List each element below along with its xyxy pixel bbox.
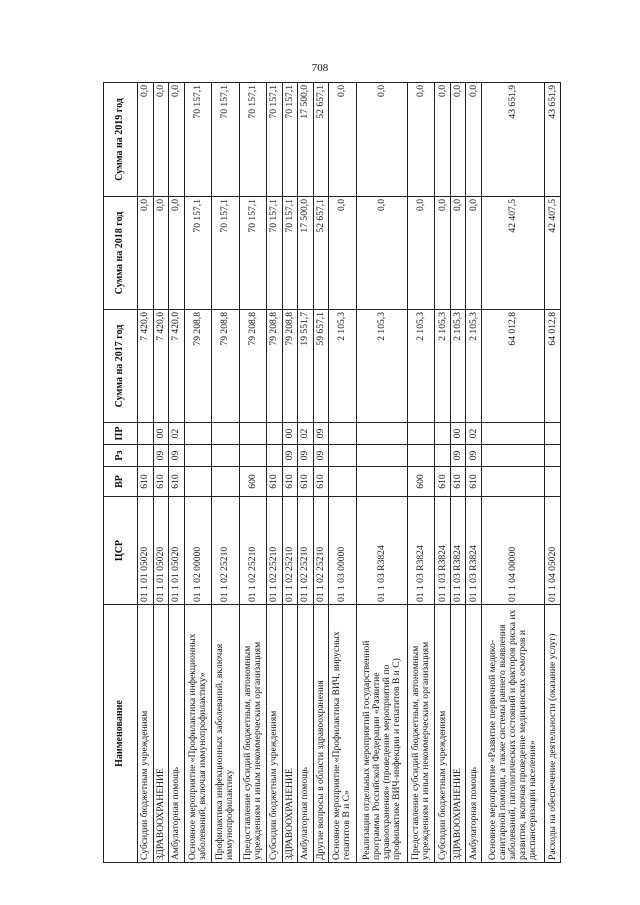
cell-y2019: 52 657,1 [313, 83, 329, 197]
cell-csr: 01 1 03 R3824 [450, 497, 466, 605]
cell-csr: 01 1 01 05020 [169, 497, 185, 605]
cell-vr: 610 [169, 467, 185, 497]
cell-y2019: 0,0 [450, 83, 466, 197]
cell-y2017: 59 657,1 [313, 310, 329, 423]
cell-y2019: 70 157,1 [267, 83, 283, 197]
cell-csr: 01 1 03 R3824 [435, 497, 451, 605]
cell-rz: 09 [466, 445, 482, 467]
cell-pr: 00 [450, 423, 466, 445]
cell-y2017: 7 420,0 [153, 310, 169, 423]
cell-rz [329, 445, 356, 467]
table-row [450, 83, 466, 863]
cell-vr: 600 [239, 467, 266, 497]
cell-pr [267, 423, 283, 445]
cell-vr: 610 [450, 467, 466, 497]
header-rz: Рз [104, 445, 138, 467]
table-row [267, 83, 283, 863]
cell-y2017: 2 105,3 [450, 310, 466, 423]
table-row [184, 83, 211, 863]
cell-vr: 610 [435, 467, 451, 497]
cell-name: ЗДРАВООХРАНЕНИЕ [153, 605, 169, 863]
cell-rz [212, 445, 239, 467]
table-row [545, 83, 561, 863]
cell-y2019: 70 157,1 [212, 83, 239, 197]
cell-name: Профилактика инфекционных заболеваний, включая иммунопрофилактику [212, 605, 239, 863]
cell-rz [239, 445, 266, 467]
cell-vr: 600 [407, 467, 434, 497]
cell-name: Расходы на обеспечение деятельности (оказание услуг) [545, 605, 561, 863]
cell-vr [184, 467, 211, 497]
cell-name: Амбулаторная помощь [169, 605, 185, 863]
cell-y2017: 64 012,8 [545, 310, 561, 423]
table-header-row [104, 83, 138, 863]
cell-rz [481, 445, 544, 467]
cell-rz [407, 445, 434, 467]
cell-rz [267, 445, 283, 467]
cell-vr [329, 467, 356, 497]
header-2017: Сумма на 2017 год [104, 310, 138, 423]
header-csr: ЦСР [104, 497, 138, 605]
cell-name: Предоставление субсидий бюджетным, автономным учреждениям и иным некоммерческим организациям [239, 605, 266, 863]
rotated-table-container [103, 83, 561, 863]
cell-vr: 610 [138, 467, 154, 497]
cell-csr: 01 1 01 05020 [153, 497, 169, 605]
cell-y2019: 70 157,1 [282, 83, 298, 197]
table-row [407, 83, 434, 863]
cell-y2017: 2 105,3 [435, 310, 451, 423]
cell-csr: 01 1 02 25210 [267, 497, 283, 605]
cell-vr [481, 467, 544, 497]
page-number: 708 [311, 62, 329, 74]
cell-pr [407, 423, 434, 445]
cell-rz: 09 [169, 445, 185, 467]
cell-pr: 02 [298, 423, 314, 445]
cell-vr: 610 [282, 467, 298, 497]
table-row [239, 83, 266, 863]
cell-rz: 09 [298, 445, 314, 467]
cell-y2018: 17 500,0 [298, 197, 314, 310]
cell-csr: 01 1 02 25210 [212, 497, 239, 605]
cell-vr: 610 [298, 467, 314, 497]
header-2019: Сумма на 2019 год [104, 83, 138, 197]
cell-y2017: 79 208,8 [282, 310, 298, 423]
cell-pr: 00 [153, 423, 169, 445]
cell-y2018: 0,0 [356, 197, 407, 310]
cell-pr: 02 [169, 423, 185, 445]
cell-csr: 01 1 04 05020 [545, 497, 561, 605]
cell-y2019: 0,0 [356, 83, 407, 197]
cell-y2017: 64 012,8 [481, 310, 544, 423]
cell-rz: 09 [282, 445, 298, 467]
cell-vr [212, 467, 239, 497]
cell-csr: 01 1 03 R3824 [466, 497, 482, 605]
cell-name: ЗДРАВООХРАНЕНИЕ [282, 605, 298, 863]
cell-csr: 01 1 03 00000 [329, 497, 356, 605]
cell-y2019: 17 500,0 [298, 83, 314, 197]
table-row [212, 83, 239, 863]
cell-y2018: 0,0 [450, 197, 466, 310]
cell-rz [545, 445, 561, 467]
header-name: Наименование [104, 605, 138, 863]
cell-csr: 01 1 02 25210 [282, 497, 298, 605]
cell-pr: 00 [282, 423, 298, 445]
cell-y2018: 70 157,1 [239, 197, 266, 310]
cell-y2018: 70 157,1 [282, 197, 298, 310]
cell-y2019: 0,0 [138, 83, 154, 197]
cell-vr: 610 [267, 467, 283, 497]
cell-rz: 09 [313, 445, 329, 467]
cell-name: Реализация отдельных мероприятий государственной программы Российской Федерации «Развитие здравоохранения» (проведение мероприятий по профилактике ВИЧ-инфекции и гепатитов В и С) [356, 605, 407, 863]
cell-y2018: 0,0 [169, 197, 185, 310]
cell-y2019: 0,0 [153, 83, 169, 197]
table-row [356, 83, 407, 863]
cell-name: Основное мероприятие «Профилактика инфекционных заболеваний, включая иммунопрофилактику» [184, 605, 211, 863]
cell-name: Основное мероприятие «Профилактика ВИЧ, вирусных гепатитов В и С» [329, 605, 356, 863]
cell-csr: 01 1 02 25210 [239, 497, 266, 605]
cell-rz [435, 445, 451, 467]
cell-y2018: 0,0 [435, 197, 451, 310]
cell-pr [138, 423, 154, 445]
header-vr: ВР [104, 467, 138, 497]
cell-pr [212, 423, 239, 445]
cell-rz: 09 [153, 445, 169, 467]
table-row [298, 83, 314, 863]
cell-pr [545, 423, 561, 445]
cell-name: Субсидии бюджетным учреждениям [267, 605, 283, 863]
cell-pr [239, 423, 266, 445]
budget-table [103, 82, 561, 863]
cell-csr: 01 1 04 00000 [481, 497, 544, 605]
header-2018: Сумма на 2018 год [104, 197, 138, 310]
table-row [282, 83, 298, 863]
table-row [435, 83, 451, 863]
cell-vr [356, 467, 407, 497]
cell-y2018: 0,0 [153, 197, 169, 310]
cell-y2017: 2 105,3 [329, 310, 356, 423]
table-row [329, 83, 356, 863]
table-row [481, 83, 544, 863]
cell-y2019: 0,0 [466, 83, 482, 197]
table-row [313, 83, 329, 863]
cell-pr: 09 [313, 423, 329, 445]
cell-name: Субсидии бюджетным учреждениям [138, 605, 154, 863]
cell-csr: 01 1 03 R3824 [356, 497, 407, 605]
cell-y2019: 70 157,1 [184, 83, 211, 197]
cell-rz [184, 445, 211, 467]
cell-y2018: 42 407,5 [545, 197, 561, 310]
cell-name: Основное мероприятие «Развитие первичной медико-санитарной помощи, а также системы раннего выявления заболеваний, патологических состояний и факторов риска их развития, включая проведение медицинских осмотров и диспансеризации населения» [481, 605, 544, 863]
cell-vr: 610 [153, 467, 169, 497]
cell-csr: 01 1 03 R3824 [407, 497, 434, 605]
table-row [138, 83, 154, 863]
cell-name: Амбулаторная помощь [466, 605, 482, 863]
cell-csr: 01 1 02 25210 [313, 497, 329, 605]
cell-y2019: 0,0 [169, 83, 185, 197]
cell-y2018: 70 157,1 [267, 197, 283, 310]
cell-pr [329, 423, 356, 445]
table-row [153, 83, 169, 863]
cell-y2017: 7 420,0 [138, 310, 154, 423]
header-pr: ПР [104, 423, 138, 445]
cell-y2019: 43 651,9 [481, 83, 544, 197]
cell-csr: 01 1 01 05020 [138, 497, 154, 605]
cell-y2019: 0,0 [329, 83, 356, 197]
cell-pr [184, 423, 211, 445]
cell-y2018: 70 157,1 [184, 197, 211, 310]
cell-y2017: 7 420,0 [169, 310, 185, 423]
cell-y2017: 79 208,8 [184, 310, 211, 423]
cell-name: Предоставление субсидий бюджетным, автономным учреждениям и иным некоммерческим организациям [407, 605, 434, 863]
cell-y2017: 2 105,3 [407, 310, 434, 423]
cell-vr: 610 [313, 467, 329, 497]
cell-rz [138, 445, 154, 467]
cell-y2017: 2 105,3 [466, 310, 482, 423]
cell-y2018: 70 157,1 [212, 197, 239, 310]
cell-csr: 01 1 02 25210 [298, 497, 314, 605]
cell-y2019: 43 651,9 [545, 83, 561, 197]
cell-y2019: 0,0 [435, 83, 451, 197]
table-row [169, 83, 185, 863]
cell-name: Другие вопросы в области здравоохранения [313, 605, 329, 863]
cell-y2018: 0,0 [407, 197, 434, 310]
cell-y2017: 19 551,7 [298, 310, 314, 423]
cell-rz [356, 445, 407, 467]
cell-y2018: 0,0 [138, 197, 154, 310]
cell-pr [481, 423, 544, 445]
cell-pr [356, 423, 407, 445]
cell-pr: 02 [466, 423, 482, 445]
cell-y2018: 0,0 [466, 197, 482, 310]
cell-rz: 09 [450, 445, 466, 467]
cell-name: Субсидии бюджетным учреждениям [435, 605, 451, 863]
table-row [466, 83, 482, 863]
cell-y2017: 79 208,8 [212, 310, 239, 423]
cell-y2019: 70 157,1 [239, 83, 266, 197]
cell-vr: 610 [466, 467, 482, 497]
cell-y2017: 79 208,8 [267, 310, 283, 423]
cell-y2019: 0,0 [407, 83, 434, 197]
cell-y2018: 52 657,1 [313, 197, 329, 310]
cell-y2017: 79 208,8 [239, 310, 266, 423]
cell-name: Амбулаторная помощь [298, 605, 314, 863]
cell-y2018: 42 407,5 [481, 197, 544, 310]
cell-y2017: 2 105,3 [356, 310, 407, 423]
cell-y2018: 0,0 [329, 197, 356, 310]
cell-name: ЗДРАВООХРАНЕНИЕ [450, 605, 466, 863]
cell-pr [435, 423, 451, 445]
cell-vr [545, 467, 561, 497]
cell-csr: 01 1 02 00000 [184, 497, 211, 605]
